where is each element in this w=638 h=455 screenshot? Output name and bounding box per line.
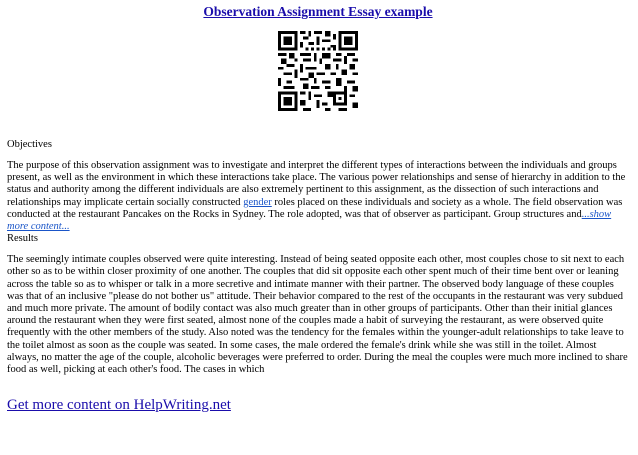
body-paragraph-1 <box>7 160 629 233</box>
results-heading: Results <box>7 233 38 245</box>
gender-link[interactable]: gender <box>243 196 272 208</box>
p1-text-start: The purpose of this observation assignment was to investigate and interpret the different types of interactions between the individuals and groups present, as well as the environment in which these interactions take place. The various power relationships and sense of hierarchy in addition to the status and authority among the different individuals are also extremely pertinent to this assignment, as the dissection of such interactions and relationships may implicate certain socially constructed <box>7 160 626 208</box>
show-more-link[interactable]: ...show more content... <box>7 208 612 233</box>
p1-text-end: roles placed on these individuals and society as a whole. The field observation was conducted at the restaurant Pancakes on the Rocks in Sydney. The role adopted, was that of observer as participant. Group structures and <box>7 196 623 220</box>
body-paragraph-2: The seemingly intimate couples observed were quite interesting. Instead of being seated opposite each other, most couples chose to sit next to each other so as to be within closer proximity of one another. The couples that did sit opposite each other spent much of their time bent over or leaning across the table so as to whisper or talk in a more secretive and intimate manner with their partner. The observed body language of these couples was that of an inclusive "please do not bother us" attitude. Their behavior compared to the rest of the occupants in the restaurant was very subdued and much more private. The amount of bodily contact was also much greater than in other groups of participants. Other than their initial glances around the restaurant when they were first seated, almost none of the couples made a habit of surveying the restaurant, as were observed quite frequently with the other members of the study. Also noted was the tendency for the females within the younger-adult relationships to take leave to the toilet almost as soon as the couple was seated. In some cases, the male ordered the female's drink while she was still in the toilet. Almost always, no matter the age of the couple, alcoholic beverages were preferred to order. During the meal the couples were much more inclined to share food as well, picking at each other's food. The cases in which <box>7 254 628 376</box>
objectives-heading: Objectives <box>7 139 52 150</box>
get-more-content-link[interactable]: Get more content on HelpWriting.net <box>7 397 231 414</box>
document-title[interactable]: Observation Assignment Essay example <box>203 4 433 19</box>
qr-code-icon <box>278 31 358 111</box>
document-page <box>0 4 638 455</box>
